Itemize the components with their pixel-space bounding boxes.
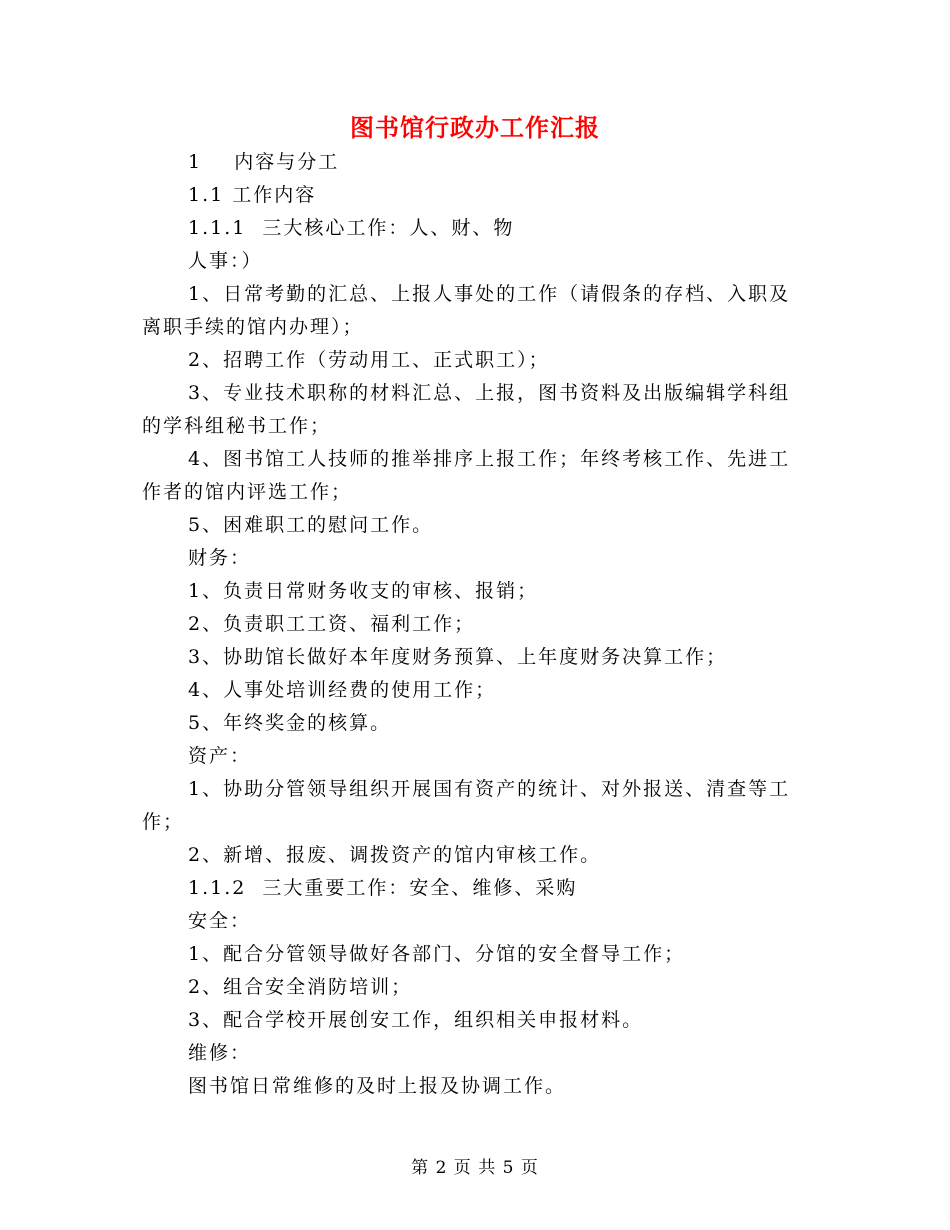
body-line: 2、组合安全消防培训； <box>188 976 413 998</box>
body-line: 作者的馆内评选工作； <box>142 481 353 503</box>
page-footer: 第 2 页 共 5 页 <box>411 1158 539 1178</box>
body-line: 人事：） <box>188 250 263 272</box>
body-line: 5、困难职工的慰问工作。 <box>188 514 434 536</box>
body-line: 4、人事处培训经费的使用工作； <box>188 679 497 701</box>
body-line: 1.1.1 三大核心工作：人、财、物 <box>188 217 515 239</box>
body-line: 图书馆日常维修的及时上报及协调工作。 <box>188 1075 567 1097</box>
body-line: 资产： <box>188 745 252 767</box>
body-line: 作； <box>142 811 185 833</box>
body-line: 3、协助馆长做好本年度财务预算、上年度财务决算工作； <box>188 646 728 668</box>
body-line: 1 内容与分工 <box>188 151 340 173</box>
body-line: 安全： <box>188 910 252 932</box>
body-line: 维修： <box>188 1042 252 1064</box>
body-line: 1、配合分管领导做好各部门、分馆的安全督导工作； <box>188 943 686 965</box>
body-line: 1、日常考勤的汇总、上报人事处的工作（请假条的存档、入职及 <box>188 283 791 305</box>
body-line: 1.1 工作内容 <box>188 184 317 206</box>
body-line: 3、配合学校开展创安工作，组织相关申报材料。 <box>188 1009 644 1031</box>
document-title: 图书馆行政办工作汇报 <box>350 113 600 142</box>
body-line: 财务： <box>188 547 252 569</box>
body-line: 2、新增、报废、调拨资产的馆内审核工作。 <box>188 844 602 866</box>
body-line: 4、图书馆工人技师的推举排序上报工作；年终考核工作、先进工 <box>188 448 791 470</box>
body-line: 3、专业技术职称的材料汇总、上报，图书资料及出版编辑学科组 <box>188 382 791 404</box>
body-line: 5、年终奖金的核算。 <box>188 712 392 734</box>
body-line: 的学科组秘书工作； <box>142 415 332 437</box>
body-line: 1、负责日常财务收支的审核、报销； <box>188 580 539 602</box>
body-line: 2、招聘工作（劳动用工、正式职工）； <box>188 349 550 371</box>
body-line: 2、负责职工工资、福利工作； <box>188 613 476 635</box>
body-line: 1、协助分管领导组织开展国有资产的统计、对外报送、清查等工 <box>188 778 791 800</box>
body-line: 离职手续的馆内办理）； <box>142 316 364 338</box>
document-body <box>142 146 814 1103</box>
body-line: 1.1.2 三大重要工作：安全、维修、采购 <box>188 877 578 899</box>
